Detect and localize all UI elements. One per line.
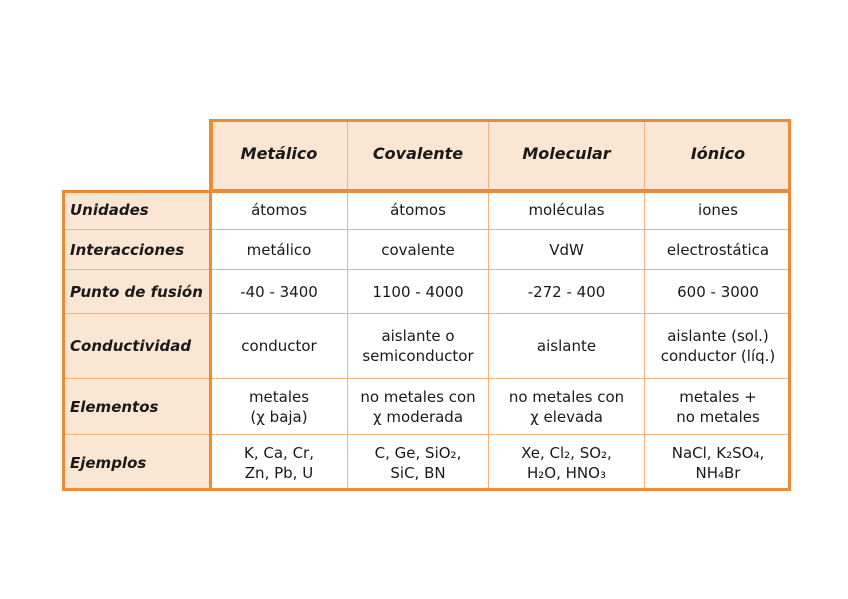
cell-line: átomos bbox=[390, 200, 446, 219]
cell-line: SiC, BN bbox=[390, 464, 446, 482]
cell-line: (χ baja) bbox=[250, 407, 308, 426]
cell-line: VdW bbox=[549, 240, 584, 259]
table-cell bbox=[489, 230, 645, 270]
table-cell bbox=[348, 379, 489, 435]
table-cell bbox=[211, 314, 348, 379]
cell-line: C, Ge, SiO₂, bbox=[374, 444, 462, 462]
cell-line: no metales con bbox=[508, 387, 625, 406]
cell-line: moléculas bbox=[528, 200, 605, 219]
cell-line: electrostática bbox=[666, 240, 770, 259]
cell-line: NH₄Br bbox=[695, 464, 741, 482]
cell-line: semiconductor bbox=[362, 347, 474, 365]
table-cell bbox=[211, 230, 348, 270]
table-cell bbox=[348, 314, 489, 379]
table-cell bbox=[211, 379, 348, 435]
table-cell bbox=[348, 270, 489, 314]
cell-line: covalente bbox=[381, 240, 455, 259]
table-cell bbox=[489, 379, 645, 435]
row-label: Unidades bbox=[62, 190, 211, 230]
cell-line: metales + bbox=[679, 387, 757, 406]
table-cell bbox=[489, 314, 645, 379]
cell-line: metales bbox=[248, 387, 310, 406]
table-cell bbox=[645, 230, 791, 270]
cell-line: no metales con bbox=[360, 387, 476, 406]
row-label: Punto de fusión bbox=[62, 270, 211, 314]
bonding-types-table bbox=[62, 119, 791, 491]
table-cell bbox=[489, 190, 645, 230]
cell-line: K, Ca, Cr, bbox=[244, 444, 314, 462]
row-label: Elementos bbox=[62, 379, 211, 435]
cell-line: iones bbox=[698, 200, 738, 219]
header-molecular: Molecular bbox=[489, 119, 645, 190]
table-cell bbox=[645, 314, 791, 379]
header-metalico: Metálico bbox=[211, 119, 348, 190]
table-cell bbox=[348, 435, 489, 491]
row-label: Conductividad bbox=[62, 314, 211, 379]
cell-line: χ elevada bbox=[530, 407, 603, 426]
cell-line: NaCl, K₂SO₄, bbox=[671, 444, 765, 462]
corner-cell bbox=[62, 119, 211, 190]
table-cell bbox=[348, 190, 489, 230]
table-cell bbox=[489, 270, 645, 314]
table-cell bbox=[489, 435, 645, 491]
cell-line: conductor bbox=[241, 337, 317, 355]
table-cell bbox=[645, 190, 791, 230]
cell-line: -40 - 3400 bbox=[240, 282, 318, 301]
header-covalente: Covalente bbox=[348, 119, 489, 190]
cell-line: Zn, Pb, U bbox=[244, 464, 314, 482]
cell-line: no metales bbox=[676, 407, 760, 426]
table-cell bbox=[645, 379, 791, 435]
cell-line: Xe, Cl₂, SO₂, bbox=[521, 444, 612, 462]
row-label: Ejemplos bbox=[62, 435, 211, 491]
cell-line: aislante (sol.) bbox=[667, 327, 769, 345]
cell-line: -272 - 400 bbox=[527, 282, 606, 301]
cell-line: 1100 - 4000 bbox=[372, 282, 464, 301]
cell-line: átomos bbox=[251, 200, 307, 219]
cell-line: H₂O, HNO₃ bbox=[527, 464, 606, 482]
table-grid bbox=[62, 119, 791, 491]
table-cell bbox=[348, 230, 489, 270]
cell-line: metálico bbox=[246, 240, 312, 259]
table-cell bbox=[645, 435, 791, 491]
cell-line: 600 - 3000 bbox=[677, 282, 759, 301]
table-cell bbox=[211, 435, 348, 491]
header-ionico: Iónico bbox=[645, 119, 791, 190]
cell-line: conductor (líq.) bbox=[660, 347, 776, 365]
table-cell bbox=[645, 270, 791, 314]
cell-line: aislante o bbox=[381, 327, 455, 345]
cell-line: χ moderada bbox=[372, 407, 464, 426]
row-label: Interacciones bbox=[62, 230, 211, 270]
table-cell bbox=[211, 190, 348, 230]
table-cell bbox=[211, 270, 348, 314]
cell-line: aislante bbox=[536, 337, 597, 355]
